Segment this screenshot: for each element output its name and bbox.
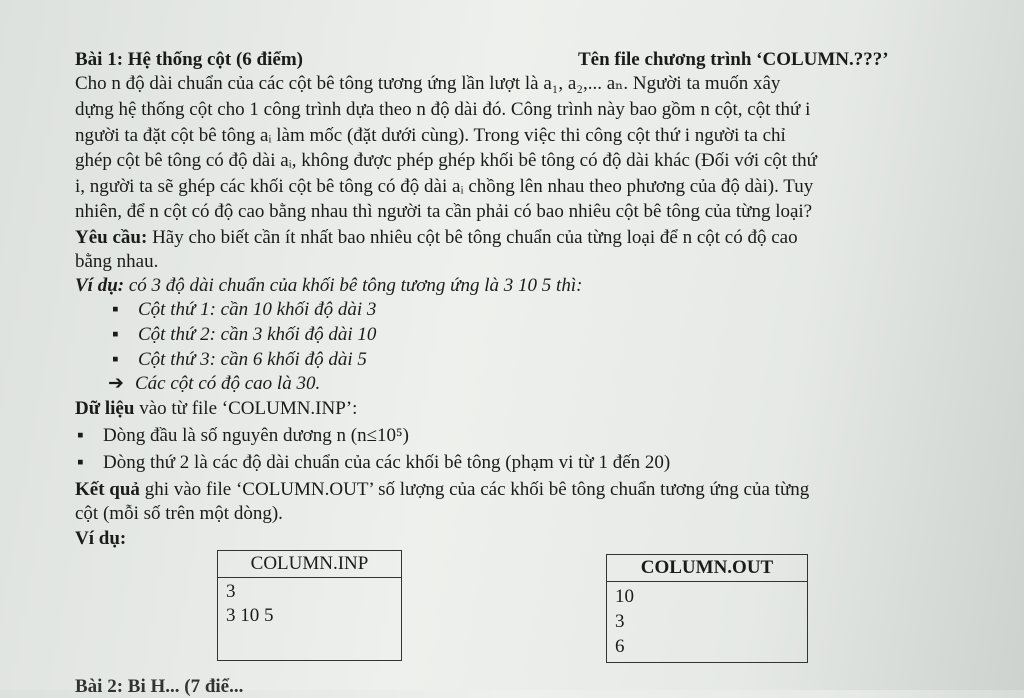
example-intro-text: có 3 độ dài chuẩn của khối bê tông tương ứng là 3 10 5 thì: xyxy=(124,275,583,296)
problem-title: Bài 1: Hệ thống cột (6 điểm) xyxy=(75,49,303,70)
arrow-right-icon: ➔ xyxy=(108,373,124,394)
input-bullet: ▪ Dòng đầu là số nguyên dương n (n≤10⁵) xyxy=(103,424,409,448)
out-table-body xyxy=(607,582,808,663)
out-line: 3 xyxy=(615,611,625,632)
output-section-line-2: cột (mỗi số trên một dòng). xyxy=(75,503,283,524)
output-section-line-1 xyxy=(75,478,809,502)
example-conclusion: Các cột có độ cao là 30. xyxy=(135,373,321,394)
input-bullet: ▪ Dòng thứ 2 là các độ dài chuẩn của các khối bê tông (phạm vi từ 1 đến 20) xyxy=(103,451,670,475)
example-intro-label: Ví dụ: xyxy=(75,275,125,296)
inp-line: 3 xyxy=(226,581,236,602)
inp-table-body xyxy=(218,578,402,661)
output-section-label: Kết quả xyxy=(75,479,140,500)
body-line-6: nhiên, để n cột có độ cao bằng nhau thì người ta cần phải có bao nhiêu cột bê tông của từng loại? xyxy=(75,201,813,222)
example-label: Ví dụ: xyxy=(75,528,127,549)
body-line-3: người ta đặt cột bê tông aᵢ làm mốc (đặt dưới cùng). Trong việc thi công cột thứ i người ta chỉ xyxy=(75,125,786,146)
program-filename: Tên file chương trình ‘COLUMN.???’ xyxy=(578,49,889,70)
input-section-label: Dữ liệu xyxy=(75,398,135,419)
requirement-line-2: bằng nhau. xyxy=(75,251,159,272)
output-section-text: ghi vào file ‘COLUMN.OUT’ số lượng của các khối bê tông chuẩn tương ứng của từng xyxy=(139,479,810,500)
example-intro xyxy=(75,274,582,298)
input-section-heading xyxy=(75,397,357,421)
example-bullet: ▪ Cột thứ 3: cần 6 khối độ dài 5 xyxy=(138,348,367,372)
body-line-1: Cho n độ dài chuẩn của các cột bê tông tương ứng lần lượt là a₁, a₂,... aₙ. Người ta muốn xây xyxy=(75,73,781,94)
body-line-5: i, người ta sẽ ghép các khối cột bê tông có độ dài aᵢ chồng lên nhau theo phương của độ dài). Tuy xyxy=(75,176,814,197)
out-line: 10 xyxy=(615,586,634,607)
next-problem-cutoff: Bài 2: Bi H... (7 điể... xyxy=(75,676,244,697)
inp-table-header: COLUMN.INP xyxy=(218,551,402,578)
input-section-text: vào từ file ‘COLUMN.INP’: xyxy=(134,398,358,419)
out-table xyxy=(606,554,808,663)
inp-table xyxy=(217,550,402,661)
out-line: 6 xyxy=(615,636,625,657)
requirement-text: Hãy cho biết cần ít nhất bao nhiêu cột bê tông chuẩn của từng loại để n cột có độ cao xyxy=(147,227,798,248)
inp-line: 3 10 5 xyxy=(226,605,274,626)
requirement-label: Yêu cầu: xyxy=(75,227,148,248)
out-table-header: COLUMN.OUT xyxy=(607,555,808,582)
example-bullet: ▪ Cột thứ 1: cần 10 khối độ dài 3 xyxy=(138,298,376,322)
requirement-line-1 xyxy=(75,226,798,250)
body-line-2: dựng hệ thống cột cho 1 công trình dựa theo n độ dài đó. Công trình này bao gồm n cột, cột thứ i xyxy=(75,99,811,120)
body-line-4: ghép cột bê tông có độ dài aᵢ, không được phép ghép khối bê tông có độ dài khác (Đối với cột thứ xyxy=(75,150,817,171)
example-bullet: ▪ Cột thứ 2: cần 3 khối độ dài 10 xyxy=(138,323,376,347)
